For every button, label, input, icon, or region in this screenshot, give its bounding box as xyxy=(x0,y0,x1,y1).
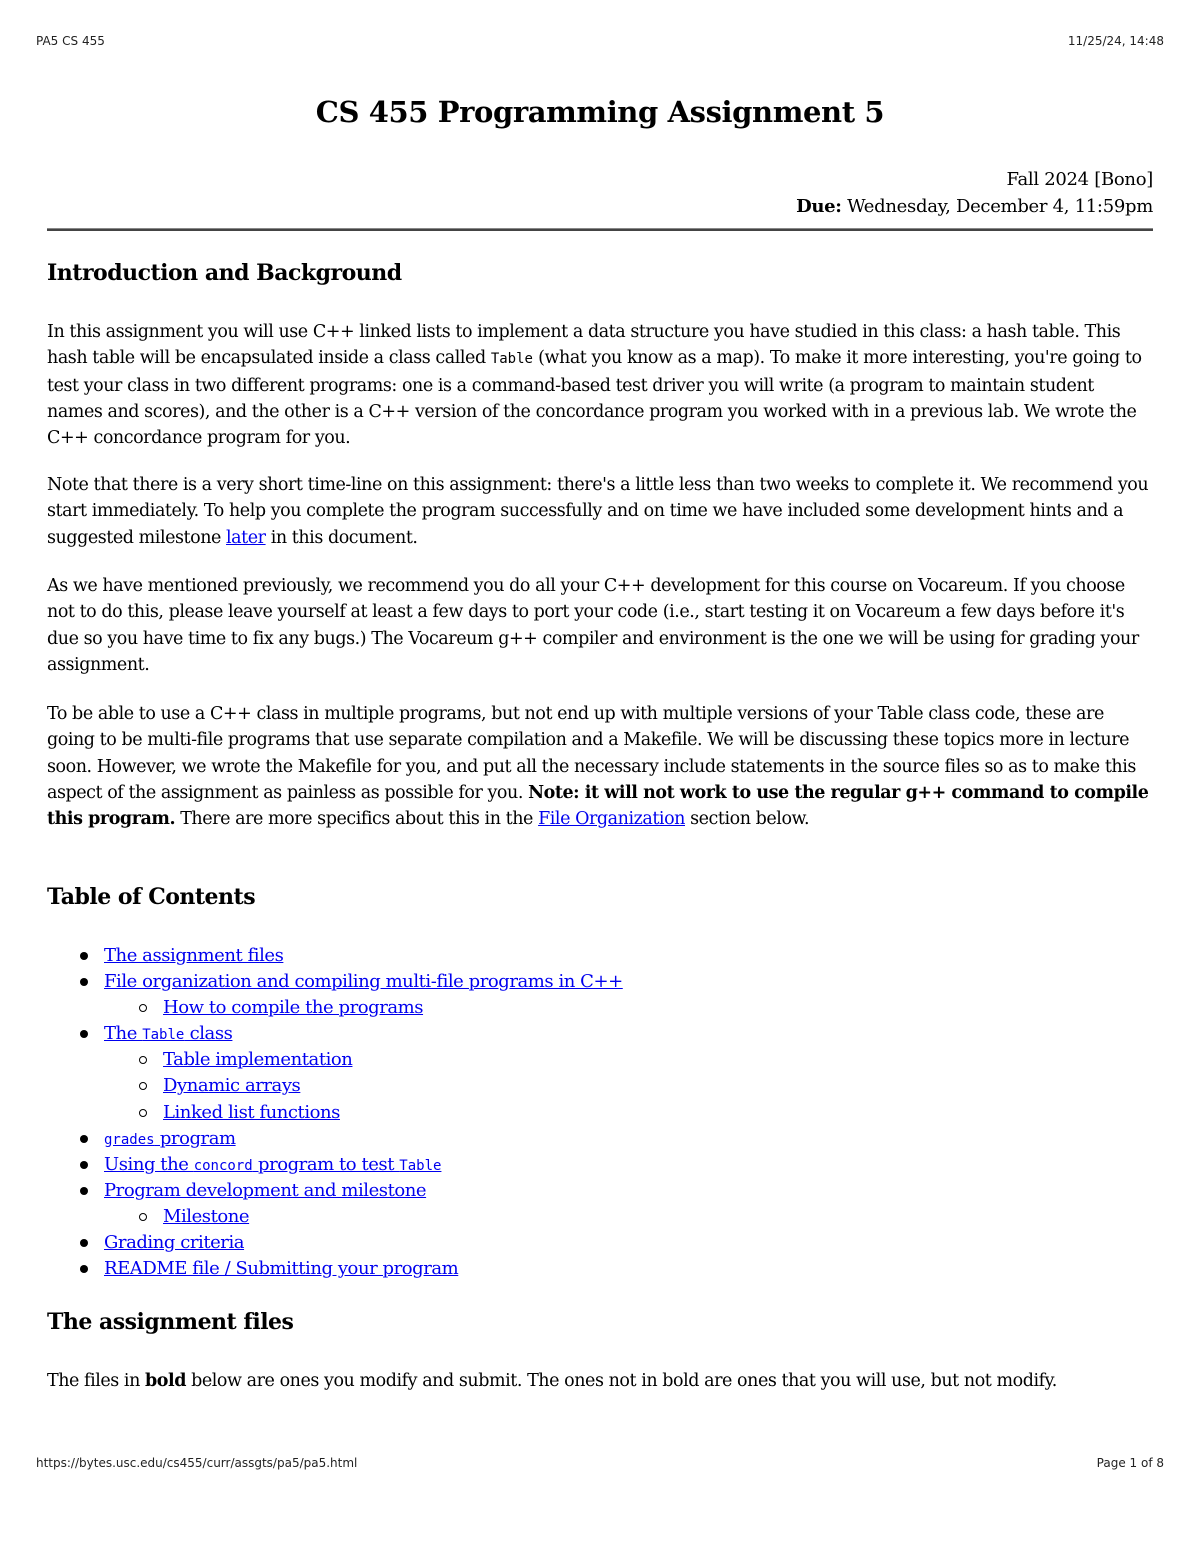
toc-item xyxy=(47,1021,623,1047)
toc-link-code: Table xyxy=(399,1157,442,1174)
toc-link-grades-program[interactable] xyxy=(104,1128,236,1149)
toc-list xyxy=(47,943,623,1282)
bullet-icon xyxy=(80,1030,88,1038)
files-text-b: below are ones you modify and submit. The ones not in bold are ones that you will use, but not modify. xyxy=(186,1371,1057,1391)
toc-link-text: program to test xyxy=(252,1153,400,1175)
toc-link-code: Table xyxy=(142,1027,185,1044)
intro-p4-text-a: To be able to use a C++ class in multiple programs, but not end up with multiple versions of your Table class code, these are going to be multi-file programs that use separate compilation and a Makefile. We will be discussing these topics more in lecture soon. However, we wrote the Makefile for you, and put all the necessary include statements in the source files so as to make this aspect of the assignment as painless as possible for you. xyxy=(47,704,1136,803)
toc-link-milestone[interactable]: Milestone xyxy=(163,1205,250,1227)
toc-item xyxy=(47,943,623,969)
print-footer xyxy=(36,1456,1164,1470)
intro-p2-text-b: in this document. xyxy=(265,527,418,548)
bullet-icon xyxy=(80,1161,88,1169)
due-line xyxy=(796,193,1153,220)
later-link[interactable]: later xyxy=(226,527,266,548)
intro-p4-text-c: section below. xyxy=(685,809,810,830)
intro-p1-text-b: (what you know as a map). To make it more interesting, you're going to test your class in two different programs: one is a command-based test driver you will write (a program to maintain student names and scores), and the other is a C++ version of the concordance program you worked with in a previous lab. We wrote the C++ concordance program for you. xyxy=(47,348,1142,449)
toc-subitem xyxy=(47,1100,623,1126)
toc-subitem xyxy=(47,1204,623,1230)
toc-link-program-development[interactable]: Program development and milestone xyxy=(104,1179,427,1201)
toc-link-grading-criteria[interactable]: Grading criteria xyxy=(104,1232,245,1254)
intro-p4-bold-note: Note: it will not work to use the regular g++ command to compile this program. xyxy=(47,782,1149,830)
bullet-icon xyxy=(80,1265,88,1273)
intro-heading: Introduction and Background xyxy=(47,260,402,286)
bullet-icon xyxy=(80,1187,88,1195)
term-line: Fall 2024 [Bono] xyxy=(1006,169,1153,190)
toc-link-concord-program[interactable] xyxy=(104,1154,441,1175)
title-divider xyxy=(47,228,1153,231)
toc-item xyxy=(47,1230,623,1256)
files-bold-word: bold xyxy=(145,1371,187,1391)
intro-paragraph-2 xyxy=(47,472,1153,551)
files-text-a: The files in xyxy=(47,1371,146,1391)
assignment-files-heading: The assignment files xyxy=(47,1309,294,1335)
print-header-title: PA5 CS 455 xyxy=(36,34,105,48)
toc-link-how-to-compile[interactable]: How to compile the programs xyxy=(163,997,424,1019)
toc-link-readme-submitting[interactable]: README file / Submitting your program xyxy=(104,1258,459,1280)
toc-link-table-class[interactable] xyxy=(104,1023,232,1044)
assignment-files-paragraph xyxy=(47,1368,1153,1394)
toc-link-table-implementation[interactable]: Table implementation xyxy=(163,1049,353,1071)
intro-paragraph-1 xyxy=(47,319,1153,451)
intro-p1-text-a: In this assignment you will use C++ linked lists to implement a data structure you have studied in this class: a hash table. This hash table will be encapsulated inside a class called xyxy=(47,322,1121,369)
toc-link-code: concord xyxy=(193,1157,253,1174)
intro-p4-text-b: There are more specifics about this in the xyxy=(175,809,539,830)
intro-paragraph-3: As we have mentioned previously, we recommend you do all your C++ development for this course on Vocareum. If you choose not to do this, please leave yourself at least a few days to port your code (i.e., start testing it on Vocareum a few days before it's due so you have time to fix any bugs.) The Vocareum g++ compiler and environment is the one we will be using for grading your assignment. xyxy=(47,576,1139,675)
toc-heading: Table of Contents xyxy=(47,884,256,910)
toc-link-text: class xyxy=(184,1023,233,1045)
toc-link-dynamic-arrays[interactable]: Dynamic arrays xyxy=(163,1075,301,1097)
toc-item xyxy=(47,969,623,995)
toc-item xyxy=(47,1256,623,1282)
due-value: Wednesday, December 4, 11:59pm xyxy=(841,196,1153,217)
course-meta xyxy=(796,166,1153,220)
toc-item xyxy=(47,1152,623,1178)
toc-link-file-organization[interactable]: File organization and compiling multi-file programs in C++ xyxy=(104,971,623,993)
toc-link-text: The xyxy=(104,1023,143,1045)
circle-bullet-icon xyxy=(139,1082,147,1090)
circle-bullet-icon xyxy=(139,1213,147,1221)
bullet-icon xyxy=(80,978,88,986)
intro-paragraph-4 xyxy=(47,701,1153,832)
toc-link-linked-list-functions[interactable]: Linked list functions xyxy=(163,1101,340,1123)
toc-subitem xyxy=(47,1073,623,1099)
bullet-icon xyxy=(80,952,88,960)
toc-link-assignment-files[interactable]: The assignment files xyxy=(104,945,284,966)
due-label: Due: xyxy=(796,196,842,217)
toc-item xyxy=(47,1178,623,1204)
print-footer-page-number: Page 1 of 8 xyxy=(1096,1456,1164,1470)
toc-link-text: Using the xyxy=(104,1153,194,1175)
intro-p2-text-a: Note that there is a very short time-line on this assignment: there's a little less than two weeks to complete it. We recommend you start immediately. To help you complete the program successfully and on time we have included some development hints and a suggested milestone xyxy=(47,475,1149,548)
page-title: CS 455 Programming Assignment 5 xyxy=(315,95,885,129)
file-organization-link[interactable]: File Organization xyxy=(538,809,685,830)
circle-bullet-icon xyxy=(139,1109,147,1117)
print-header xyxy=(36,34,1164,48)
print-header-timestamp: 11/25/24, 14:48 xyxy=(1067,34,1164,48)
toc-link-code: grades xyxy=(104,1131,155,1148)
bullet-icon xyxy=(80,1135,88,1143)
bullet-icon xyxy=(80,1239,88,1247)
toc-subitem xyxy=(47,1047,623,1073)
circle-bullet-icon xyxy=(139,1004,147,1012)
intro-p1-code-table: Table xyxy=(490,351,533,368)
toc-subitem xyxy=(47,995,623,1021)
print-footer-url: https://bytes.usc.edu/cs455/curr/assgts/pa5/pa5.html xyxy=(36,1456,358,1470)
circle-bullet-icon xyxy=(139,1056,147,1064)
toc-link-text: program xyxy=(154,1127,236,1149)
toc-item xyxy=(47,1126,623,1152)
